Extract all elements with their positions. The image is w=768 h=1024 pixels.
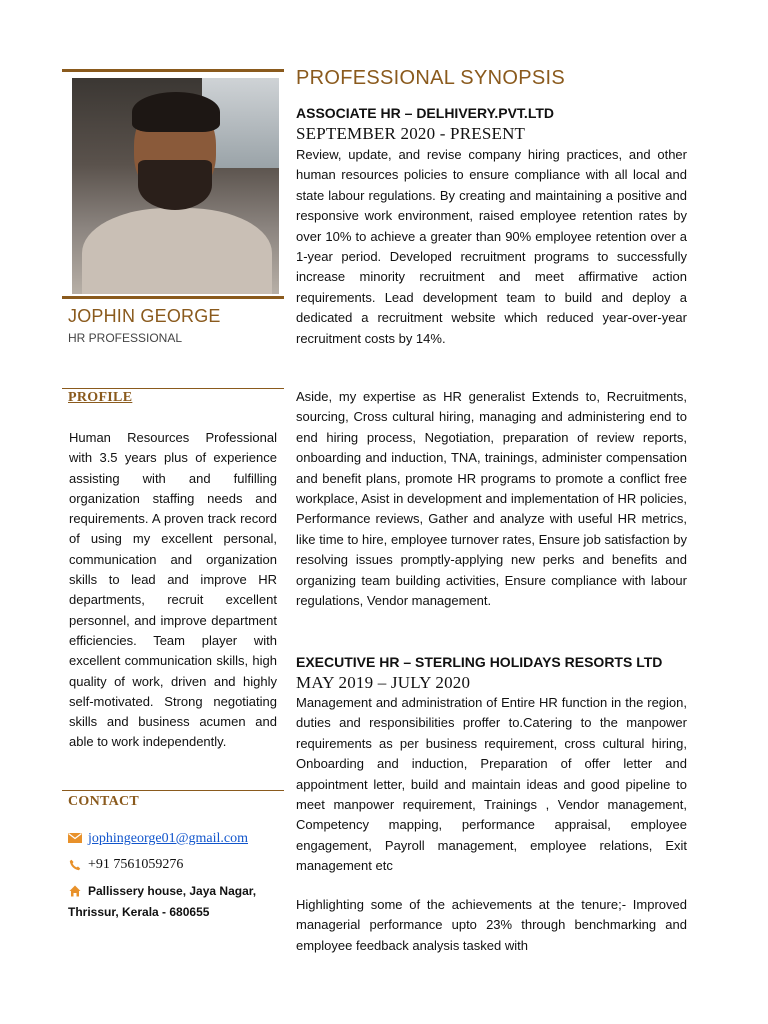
address-row — [68, 884, 256, 898]
envelope-icon — [68, 833, 82, 845]
job-description: Management and administration of Entire HR function in the region, duties and responsibilities proffer to.Catering to the manpower requirements as per business requirement, cross cultural hiring, Onboarding and induction, Preparation of offer letter and appointment letter, build and maintain ideas and good pipeline to meet manpower requirement, Trainings , Vendor management, Competency mapping, performance appraisal, employee engagement, Payroll management, employee relations, Exit management etc — [296, 695, 687, 874]
job-title: EXECUTIVE HR – STERLING HOLIDAYS RESORTS LTD — [296, 654, 663, 670]
job-description: Aside, my expertise as HR generalist Extends to, Recruitments, sourcing, Cross cultural hiring, managing and administering end to end hiring process, Negotiation, preparation of review reports, onboarding and induction, TNA, trainings, administer compensation and benefit plans, promote HR programs to promote a conflict free workplace, Asist in development and implementation of HR policies, Performance reviews, Gather and analyze with useful HR metrics, like time to hire, employee turnover rates, Ensure job satisfaction by resolving issues promptly-applying new perks and benefits and organizing team building activities, Ensure compliance with labour regulations, Vendor management. — [296, 389, 687, 609]
home-icon — [68, 885, 82, 897]
job-title: ASSOCIATE HR – DELHIVERY.PVT.LTD — [296, 105, 554, 121]
profile-text: Human Resources Professional with 3.5 years plus of experience assisting with and fulfilling organization staffing needs and requirements. A proven track record of using my excellent personal, communication and organization skills to lead and improve HR departments, recruit excellent personnel, and improve department efficiencies. Team player with excellent communication skills, high quality of work, driven and highly self-motivated. Strong negotiating skills and business acumen and able to work independently. — [69, 430, 277, 750]
address-line-2: Thrissur, Kerala - 680655 — [68, 905, 210, 919]
contact-heading: CONTACT — [68, 794, 140, 809]
email-link[interactable]: jophingeorge01@gmail.com — [88, 831, 248, 846]
phone-icon — [68, 859, 82, 871]
email-row — [68, 831, 248, 847]
job-date: MAY 2019 – JULY 2020 — [296, 673, 471, 692]
job-description: Highlighting some of the achievements at the tenure;- Improved managerial performance upto 23% through benchmarking and employee feedback analysis tasked with — [296, 897, 687, 953]
job-description: Review, update, and revise company hiring practices, and other human resources policies to ensure compliance with all local and state labour regulations. By creating and maintaining a positive and responsive work environment, raised employee retention rates by over 10% to achieve a greater than 90% employee retention over a 1-year period. Developed recruitment programs to successfully increase minority recruitment and meet affirmative action requirements. Lead development team to build and deploy a dedicated a recruitment website which reduced year-over-year recruitment costs by 14%. — [296, 147, 687, 346]
profile-heading: PROFILE — [68, 390, 133, 405]
address-line-1: Pallissery house, Jaya Nagar, — [88, 884, 257, 898]
profile-section-rule — [62, 388, 284, 389]
candidate-name: JOPHIN GEORGE — [68, 306, 221, 326]
sidebar-top-rule — [62, 69, 284, 72]
contact-section-rule — [62, 790, 284, 791]
job-date: SEPTEMBER 2020 - PRESENT — [296, 124, 526, 143]
phone-row — [68, 857, 183, 873]
phone-number: +91 7561059276 — [88, 857, 184, 872]
profile-photo — [72, 78, 279, 294]
sidebar-photo-rule — [62, 296, 284, 299]
candidate-role: HR PROFESSIONAL — [68, 331, 183, 345]
section-title: PROFESSIONAL SYNOPSIS — [296, 67, 565, 89]
